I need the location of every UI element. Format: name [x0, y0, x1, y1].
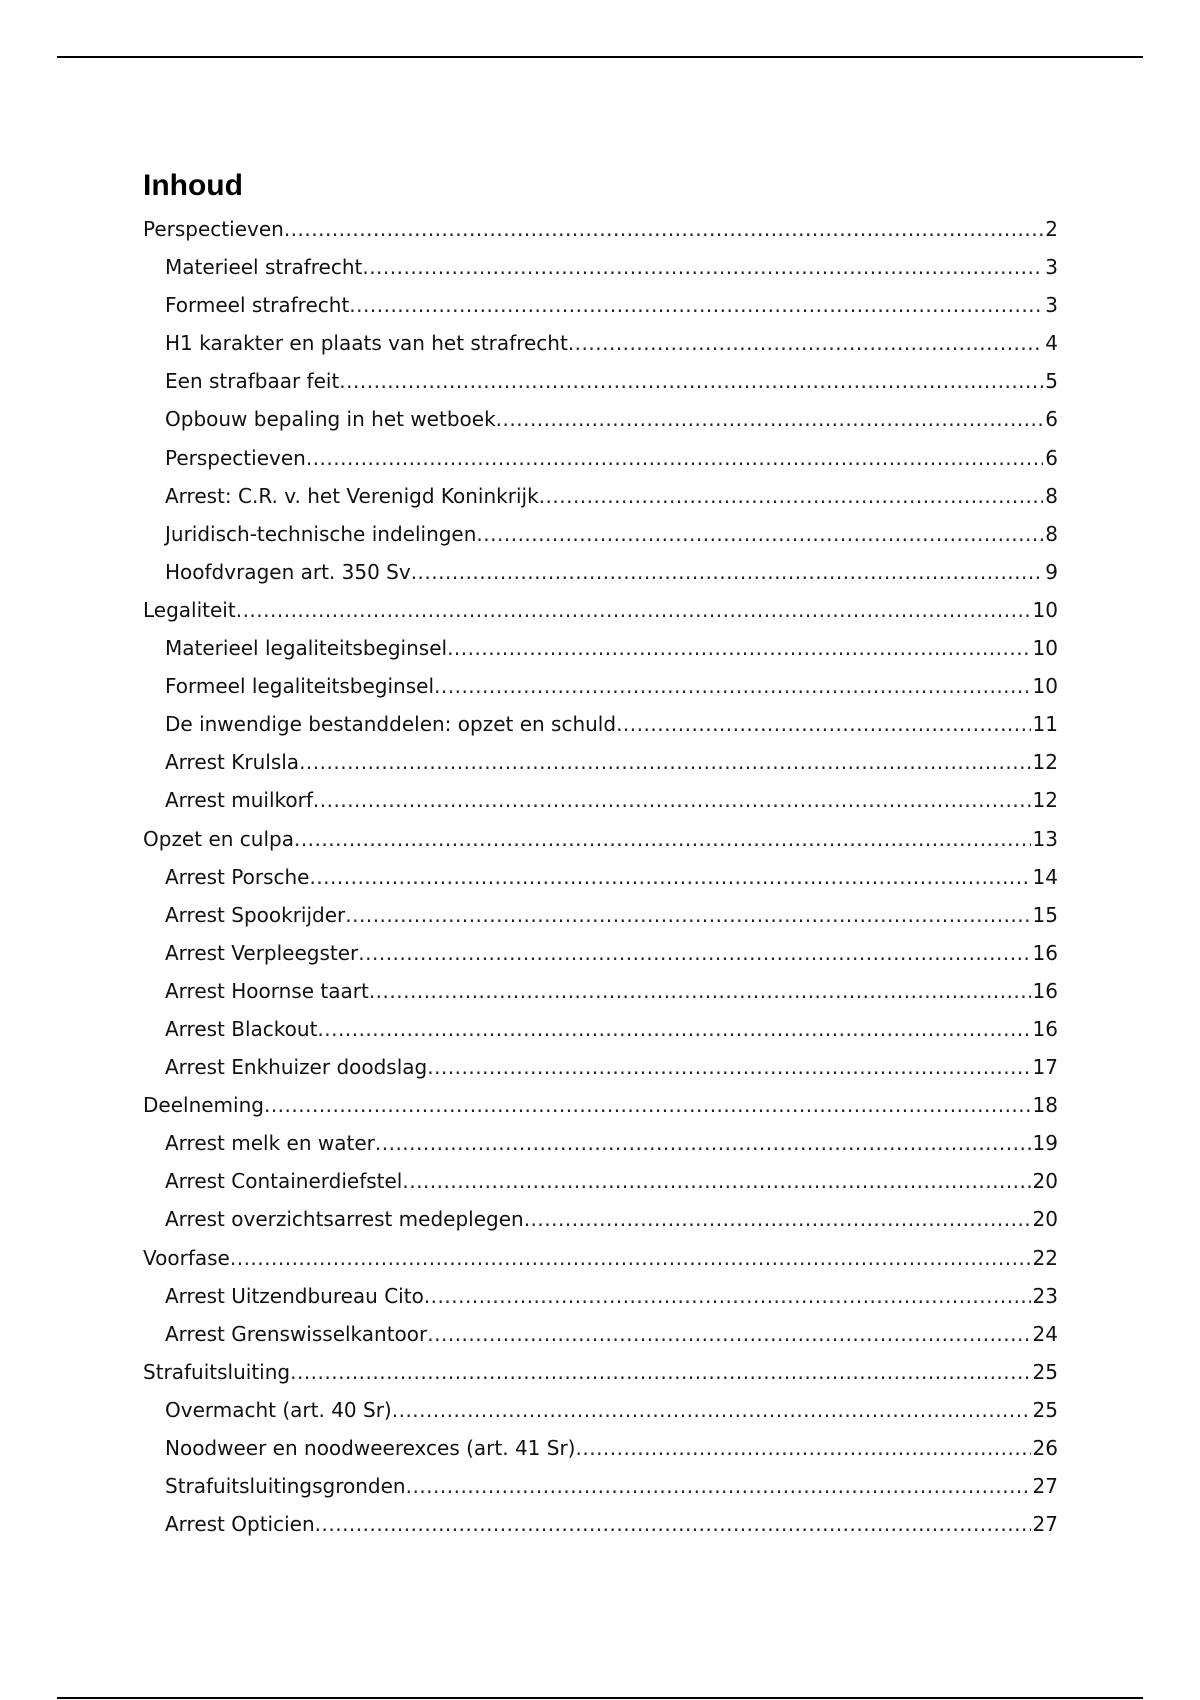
toc-subentry[interactable] [143, 1467, 1058, 1505]
toc-leader-dots [284, 210, 1043, 248]
toc-entry-label: Legaliteit [143, 597, 236, 622]
toc-entry-page-number: 23 [1032, 1283, 1058, 1308]
toc-leader-dots [392, 1391, 1031, 1429]
toc-entry-page-number: 18 [1032, 1093, 1058, 1118]
toc-leader-dots [362, 248, 1043, 286]
toc-entry-label: Formeel strafrecht [165, 293, 350, 318]
toc-entry-label: Voorfase [143, 1245, 230, 1270]
toc-entry-label: Overmacht (art. 40 Sr) [165, 1397, 392, 1422]
toc-entry[interactable] [143, 820, 1058, 858]
toc-entry[interactable] [143, 210, 1058, 248]
table-of-contents [143, 162, 1058, 1543]
toc-subentry[interactable] [143, 248, 1058, 286]
toc-leader-dots [568, 324, 1043, 362]
toc-subentry[interactable] [143, 667, 1058, 705]
toc-entry-page-number: 11 [1032, 712, 1058, 737]
toc-subentry[interactable] [143, 972, 1058, 1010]
toc-leader-dots [315, 1505, 1031, 1543]
toc-leader-dots [427, 1315, 1030, 1353]
toc-entry-label: Arrest Blackout [165, 1016, 318, 1041]
toc-leader-dots [434, 667, 1031, 705]
toc-entry-page-number: 6 [1045, 407, 1058, 432]
toc-subentry[interactable] [143, 1124, 1058, 1162]
toc-entry-page-number: 5 [1045, 369, 1058, 394]
toc-leader-dots [317, 1010, 1030, 1048]
toc-entry-label: Arrest melk en water [165, 1131, 375, 1156]
toc-subentry[interactable] [143, 553, 1058, 591]
toc-entry-page-number: 6 [1045, 445, 1058, 470]
toc-entry-label: Perspectieven [143, 217, 284, 241]
toc-subentry[interactable] [143, 1505, 1058, 1543]
toc-entry-page-number: 4 [1045, 331, 1058, 356]
toc-entry-label: Arrest Enkhuizer doodslag [165, 1055, 428, 1080]
toc-entry-label: Noodweer en noodweerexces (art. 41 Sr) [165, 1436, 576, 1460]
toc-entry-label: Formeel legaliteitsbeginsel [165, 674, 435, 699]
toc-entry-page-number: 12 [1032, 750, 1058, 775]
toc-entry-page-number: 20 [1032, 1169, 1058, 1194]
toc-leader-dots [339, 362, 1043, 400]
toc-entry-label: Arrest Krulsla [165, 750, 300, 775]
toc-subentry[interactable] [143, 629, 1058, 667]
toc-leader-dots [476, 515, 1043, 553]
toc-entry-label: Een strafbaar feit [165, 369, 340, 394]
toc-title: Inhoud [143, 169, 243, 202]
toc-leader-dots [539, 477, 1044, 515]
toc-entry-page-number: 3 [1045, 293, 1058, 318]
toc-leader-dots [294, 820, 1031, 858]
toc-leader-dots [299, 743, 1030, 781]
toc-leader-dots [349, 286, 1043, 324]
toc-entry-page-number: 13 [1032, 826, 1058, 851]
toc-entry[interactable] [143, 1239, 1058, 1277]
toc-subentry[interactable] [143, 362, 1058, 400]
toc-entry-page-number: 10 [1032, 597, 1058, 622]
toc-subentry[interactable] [143, 743, 1058, 781]
toc-entry-label: Opzet en culpa [143, 826, 294, 851]
toc-subentry[interactable] [143, 705, 1058, 743]
toc-leader-dots [424, 1277, 1031, 1315]
toc-entry-page-number: 2 [1045, 217, 1058, 241]
toc-entry-page-number: 8 [1045, 521, 1058, 546]
toc-entry-page-number: 10 [1032, 674, 1058, 699]
toc-entry-page-number: 27 [1032, 1512, 1058, 1537]
toc-leader-dots [411, 553, 1044, 591]
toc-leader-dots [313, 781, 1031, 819]
toc-leader-dots [358, 934, 1030, 972]
toc-entry-page-number: 15 [1032, 902, 1058, 927]
toc-subentry[interactable] [143, 934, 1058, 972]
toc-leader-dots [230, 1239, 1031, 1277]
toc-entry-page-number: 10 [1032, 636, 1058, 661]
toc-entry-label: Arrest muilkorf [165, 788, 313, 813]
toc-subentry[interactable] [143, 324, 1058, 362]
toc-subentry[interactable] [143, 1277, 1058, 1315]
toc-entry-label: Perspectieven [165, 445, 306, 470]
toc-leader-dots [496, 400, 1044, 438]
toc-subentry[interactable] [143, 1010, 1058, 1048]
toc-entry-label: Arrest Uitzendbureau Cito [165, 1283, 424, 1308]
toc-entry-label: Juridisch-technische indelingen [165, 521, 477, 546]
toc-subentry[interactable] [143, 896, 1058, 934]
toc-entry-page-number: 9 [1045, 559, 1058, 584]
toc-leader-dots [375, 1124, 1031, 1162]
toc-entry-page-number: 8 [1045, 483, 1058, 508]
toc-subentry[interactable] [143, 1162, 1058, 1200]
toc-entry-label: Arrest Containerdiefstel [165, 1169, 403, 1194]
toc-leader-dots [290, 1353, 1030, 1391]
toc-entry-page-number: 16 [1032, 1016, 1058, 1041]
toc-subentry[interactable] [143, 1429, 1058, 1467]
toc-leader-dots [402, 1162, 1030, 1200]
toc-subentry[interactable] [143, 439, 1058, 477]
toc-subentry[interactable] [143, 1315, 1058, 1353]
toc-subentry[interactable] [143, 286, 1058, 324]
toc-list [143, 210, 1058, 1543]
toc-entry-label: Materieel strafrecht [165, 255, 363, 280]
toc-leader-dots [576, 1429, 1031, 1467]
toc-leader-dots [427, 1048, 1030, 1086]
toc-entry-label: Deelneming [143, 1093, 264, 1118]
header-rule [57, 56, 1143, 58]
toc-entry-page-number: 25 [1032, 1397, 1058, 1422]
toc-entry-page-number: 22 [1032, 1245, 1058, 1270]
toc-leader-dots [236, 591, 1031, 629]
toc-entry-page-number: 16 [1032, 940, 1058, 965]
toc-entry-label: Strafuitsluitingsgronden [165, 1474, 406, 1499]
toc-entry-page-number: 25 [1032, 1359, 1058, 1384]
toc-entry-label: Arrest overzichtsarrest medeplegen [165, 1207, 524, 1232]
toc-leader-dots [369, 972, 1031, 1010]
toc-subentry[interactable] [143, 1048, 1058, 1086]
toc-leader-dots [306, 439, 1043, 477]
toc-entry-label: Arrest Grenswisselkantoor [165, 1321, 428, 1346]
toc-subentry[interactable] [143, 1391, 1058, 1429]
toc-entry-page-number: 27 [1032, 1474, 1058, 1499]
toc-leader-dots [406, 1467, 1031, 1505]
toc-leader-dots [345, 896, 1030, 934]
toc-subentry[interactable] [143, 781, 1058, 819]
toc-entry-label: Arrest Verpleegster [165, 940, 359, 965]
toc-entry-label: Opbouw bepaling in het wetboek [165, 407, 496, 432]
toc-entry-page-number: 12 [1032, 788, 1058, 813]
toc-entry[interactable] [143, 591, 1058, 629]
toc-entry-label: Arrest Porsche [165, 864, 310, 889]
toc-subentry[interactable] [143, 1200, 1058, 1238]
toc-leader-dots [264, 1086, 1031, 1124]
toc-entry-label: H1 karakter en plaats van het strafrecht [165, 331, 568, 356]
toc-entry-label: Arrest Hoornse taart [165, 978, 369, 1003]
toc-entry-label: Arrest Spookrijder [165, 902, 346, 927]
toc-subentry[interactable] [143, 400, 1058, 438]
toc-entry-label: De inwendige bestanddelen: opzet en schuld [165, 712, 617, 737]
toc-entry[interactable] [143, 1353, 1058, 1391]
toc-entry-page-number: 14 [1032, 864, 1058, 889]
toc-entry-label: Materieel legaliteitsbeginsel [165, 636, 448, 661]
toc-entry-page-number: 20 [1032, 1207, 1058, 1232]
toc-leader-dots [447, 629, 1030, 667]
toc-entry-page-number: 19 [1032, 1131, 1058, 1156]
toc-subentry[interactable] [143, 515, 1058, 553]
toc-entry-label: Arrest: C.R. v. het Verenigd Koninkrijk [165, 483, 539, 508]
toc-entry-label: Arrest Opticien [165, 1512, 315, 1537]
toc-entry-page-number: 16 [1032, 978, 1058, 1003]
toc-subentry[interactable] [143, 477, 1058, 515]
toc-entry[interactable] [143, 1086, 1058, 1124]
toc-entry-page-number: 17 [1032, 1055, 1058, 1080]
footer-rule [57, 1697, 1143, 1699]
toc-entry-page-number: 3 [1045, 255, 1058, 280]
toc-entry-label: Strafuitsluiting [143, 1359, 291, 1384]
toc-leader-dots [616, 705, 1030, 743]
toc-entry-page-number: 26 [1032, 1436, 1058, 1460]
toc-leader-dots [309, 858, 1030, 896]
toc-leader-dots [524, 1200, 1031, 1238]
toc-subentry[interactable] [143, 858, 1058, 896]
toc-entry-label: Hoofdvragen art. 350 Sv [165, 559, 411, 584]
toc-entry-page-number: 24 [1032, 1321, 1058, 1346]
